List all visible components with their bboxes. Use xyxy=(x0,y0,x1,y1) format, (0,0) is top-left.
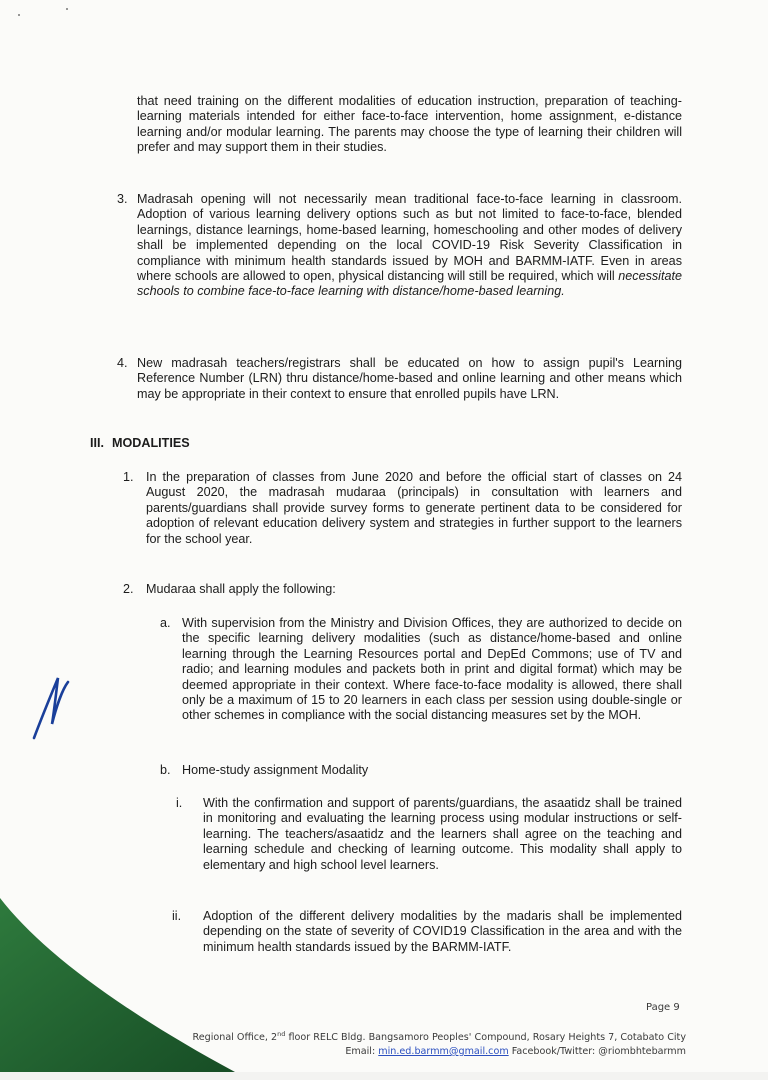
handwritten-signature-mark xyxy=(26,672,76,744)
modalities-item-number-1: 1. xyxy=(123,470,134,484)
modalities-item-number-2: 2. xyxy=(123,582,134,596)
item-number-3: 3. xyxy=(117,192,128,206)
item-3-italic-text: necessitate schools to combine face-to-face learning with distance/home-based learning. xyxy=(137,269,682,299)
continuation-paragraph: that need training on the different modalities of education instruction, preparation of teaching-learning materials intended for either face-to-face intervention, home assignment, e-distance learning and/or modular learning. The parents may choose the type of learning their children will prefer and may support them in their studies. xyxy=(137,94,682,155)
sub-item-letter-a: a. xyxy=(160,616,171,630)
email-link[interactable]: min.ed.barmm@gmail.com xyxy=(378,1046,509,1057)
item-number-4: 4. xyxy=(117,356,128,370)
sub-sub-item-numeral-i: i. xyxy=(176,796,183,810)
section-numeral: III. xyxy=(90,436,104,450)
item-3-text: Madrasah opening will not necessarily mean traditional face-to-face learning in classroom. Adoption of various learning delivery options such as but not limited to face-to-face, blended learnings, distance learnings, home-based learning, homeschooling and other modes of delivery shall be implemented depending on the local COVID-19 Risk Severity Classification in compliance with minimum health standards issued by MOH and BARMM-IATF. Even in areas where schools are allowed to open, physical distancing will still be required, which will xyxy=(137,192,682,284)
sub-sub-item-numeral-ii: ii. xyxy=(172,909,182,923)
section-title: MODALITIES xyxy=(112,436,190,450)
page-number: Page 9 xyxy=(646,1002,680,1013)
sub-sub-item-ii-paragraph: Adoption of the different delivery modalities by the madaris shall be implemented depending on the state of severity of COVID19 Classification in the area and with the minimum health standards issued by the BARMM-IATF. xyxy=(203,909,682,954)
item-4-paragraph: New madrasah teachers/registrars shall be educated on how to assign pupil's Learning Reference Number (LRN) thru distance/home-based and online learning and other means which may be appropriate in their context to ensure that enrolled pupils have LRN. xyxy=(137,356,682,401)
scan-speck xyxy=(18,14,20,16)
footer-address: Regional Office, 2nd floor RELC Bldg. Bangsamoro Peoples' Compound, Rosary Heights 7, Cotabato City xyxy=(192,1030,686,1044)
sub-item-letter-b: b. xyxy=(160,763,171,777)
sub-sub-item-i-paragraph: With the confirmation and support of parents/guardians, the asaatidz shall be trained in monitoring and evaluating the learning process using modular instructions or self-learning. The teachers/asaatidz and the learners shall agree on the teaching and learning schedule and checking of learning outcome. This modality shall apply to elementary and high school level learners. xyxy=(203,796,682,872)
social-handle: Facebook/Twitter: @riombhtebarmm xyxy=(511,1046,686,1057)
email-label: Email: xyxy=(345,1046,376,1057)
sub-item-a-paragraph: With supervision from the Ministry and Division Offices, they are authorized to decide on the specific learning delivery modalities (such as distance/home-based and online learning through the Learning Resources portal and DepEd Commons; use of TV and radio; and learning modules and packets both in print and digital format) which may be deemed appropriate in their context. Where face-to-face modality is allowed, there shall only be a maximum of 15 to 20 learners in each class per session using double-single or other schemes in compliance with the social distancing measures set by the MOH. xyxy=(182,616,682,723)
item-3-paragraph xyxy=(137,192,682,300)
modalities-item-1-paragraph: In the preparation of classes from June 2020 and before the official start of classes on 24 August 2020, the madrasah mudaraa (principals) in consultation with learners and parents/guardians shall provide survey forms to generate pertinent data to be considered for adoption of relevant education delivery system and strategies in further support to the learners for the school year. xyxy=(146,470,682,546)
modalities-item-2-text: Mudaraa shall apply the following: xyxy=(146,582,336,596)
scan-speck xyxy=(66,8,68,10)
sub-item-b-text: Home-study assignment Modality xyxy=(182,763,369,777)
footer-contact xyxy=(176,1046,686,1057)
